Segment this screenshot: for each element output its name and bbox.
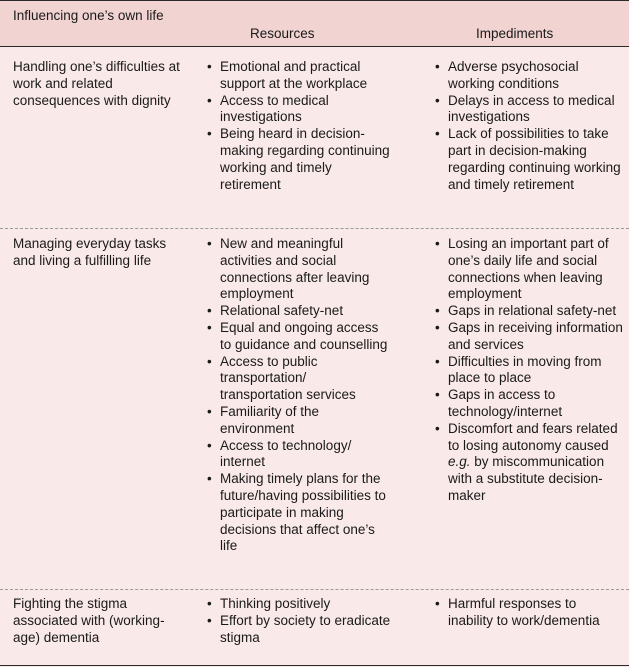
list-item: • Effort by society to eradicate stigma — [207, 613, 392, 647]
list-item: • Relational safety-net — [207, 303, 392, 320]
row-3-category: Fighting the stigma associated with (working-age) dementia — [13, 596, 165, 645]
table-header — [0, 0, 629, 47]
list-item: • Gaps in access to technology/internet — [435, 387, 625, 421]
row-1-impediments — [435, 59, 625, 193]
list-item: • Emotional and practical support at the workplace — [207, 59, 392, 93]
list-item — [435, 421, 625, 505]
row-divider — [0, 228, 629, 229]
list-item: • Access to public transportation/ transportation services — [207, 354, 392, 404]
list-item: • Equal and ongoing access to guidance and counselling — [207, 320, 392, 354]
list-item: • Making timely plans for the future/having possibilities to participate in making decisions that affect one’s life — [207, 471, 392, 555]
list-item: • Harmful responses to inability to work/dementia — [435, 596, 625, 630]
item-text-em: e.g. — [448, 454, 471, 470]
list-item: • Familiarity of the environment — [207, 404, 392, 438]
list-item: • Adverse psychosocial working conditions — [435, 59, 625, 93]
row-2-resources — [207, 236, 392, 555]
list-item: • Access to medical investigations — [207, 93, 392, 127]
list-item: • Thinking positively — [207, 596, 392, 613]
row-1-category: Handling one’s difficulties at work and related consequences with dignity — [13, 59, 180, 108]
list-item: • Losing an important part of one’s daily life and social connections when leaving employment — [435, 236, 625, 303]
item-text-post: by miscommunication with a substitute decision-maker — [448, 454, 605, 503]
list-item: • Being heard in decision-making regarding continuing working and timely retirement — [207, 126, 392, 193]
item-text-pre: Discomfort and fears related to losing autonomy caused — [448, 420, 618, 453]
row-divider — [0, 589, 629, 590]
header-impediments: Impediments — [476, 26, 554, 41]
header-resources: Resources — [250, 26, 315, 41]
row-3-resources — [207, 596, 392, 646]
row-3-impediments — [435, 596, 625, 630]
row-2-impediments — [435, 236, 625, 505]
table-bottom-rule — [0, 665, 629, 666]
list-item: • Access to technology/ internet — [207, 438, 392, 472]
list-item: • Lack of possibilities to take part in decision-making regarding continuing working and timely retirement — [435, 126, 625, 193]
list-item: • Difficulties in moving from place to place — [435, 354, 625, 388]
list-item: • Gaps in receiving information and services — [435, 320, 625, 354]
header-influencing: Influencing one’s own life — [13, 8, 164, 23]
row-2-category: Managing everyday tasks and living a fulfilling life — [13, 236, 167, 268]
list-item: • New and meaningful activities and social connections after leaving employment — [207, 236, 392, 303]
list-item: • Delays in access to medical investigations — [435, 93, 625, 127]
list-item: • Gaps in relational safety-net — [435, 303, 625, 320]
row-1-resources — [207, 59, 392, 193]
